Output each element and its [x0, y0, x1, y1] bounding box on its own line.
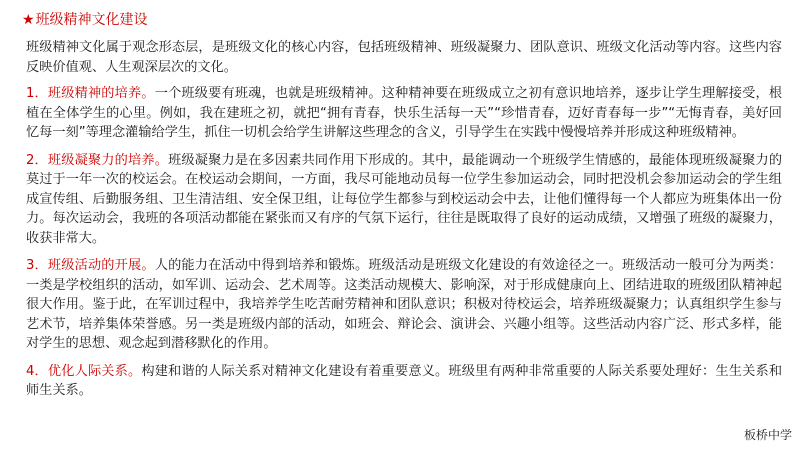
section-body-1: 一个班级要有班魂，也就是班级精神。这种精神要在班级成立之初有意识地培养，逐步让学生理解接受，根植在全体学生的心里。例如，我在建班之初，就把“拥有青春，快乐生活每一天”“珍惜青春，迈好青春每一步”“无悔青春，美好回忆每一刻”等理念灌输给学生，抓住一切机会给学生讲解这些理念的含义，引导学生在实践中慢慢培养并形成这种班级精神。: [26, 86, 783, 140]
section-body-2: 班级凝聚力是在多因素共同作用下形成的。其中，最能调动一个班级学生情感的，最能体现班级凝聚力的莫过于一年一次的校运会。在校运动会期间，一方面，我尽可能地动员每一位学生参加运动会，同时把没机会参加运动会的学生组成宣传组、后勤服务组、卫生清洁组、安全保卫组，让每位学生都参与到校运动会中去，让他们懂得每一个人都应为班集体出一份力。每次运动会，我班的各项活动都能在紧张而又有序的气氛下运行，往往是既取得了良好的运动成绩，又增强了班级的凝聚力，收获非常大。: [26, 152, 783, 246]
section-heading-4: 4．优化人际关系。: [26, 363, 142, 379]
footer-school-name: 板桥中学: [743, 428, 792, 442]
section-body-4: 构建和谐的人际关系对精神文化建设有着重要意义。班级里有两种非常重要的人际关系要处理好：生生关系和师生关系。: [26, 363, 783, 398]
section-paragraph-3: [26, 256, 782, 354]
section-heading-1: 1．班级精神的培养。: [26, 86, 155, 101]
star-icon: ★: [22, 12, 35, 28]
section-body-3: 人的能力在活动中得到培养和锻炼。班级活动是班级文化建设的有效途径之一。班级活动一般可分为两类：一类是学校组织的活动，如军训、运动会、艺术周等。这类活动规模大、影响深，对于形成健康向上、团结进取的班级团队精神起很大作用。鉴于此，在军训过程中，我培养学生吃苦耐劳精神和团队意识；积极对待校运会，培养班级凝聚力；认真组织学生参与艺术节，培养集体荣誉感。另一类是班级内部的活动，如班会、辩论会、演讲会、兴趣小组等。这些活动内容广泛、形式多样，能对学生的思想、观念起到潜移默化的作用。: [26, 258, 783, 351]
section-paragraph-1: [26, 84, 782, 143]
section-paragraph-2: [26, 151, 782, 249]
document-title: [22, 10, 782, 30]
section-heading-2: 2．班级凝聚力的培养。: [26, 152, 169, 168]
document-title-text: 班级精神文化建设: [35, 12, 148, 28]
section-heading-3: 3．班级活动的开展。: [26, 258, 155, 273]
section-paragraph-4: [26, 362, 782, 401]
intro-paragraph: 班级精神文化属于观念形态层，是班级文化的核心内容，包括班级精神、班级凝聚力、团队意识、班级文化活动等内容。这些内容反映价值观、人生观深层次的文化。: [26, 40, 782, 75]
